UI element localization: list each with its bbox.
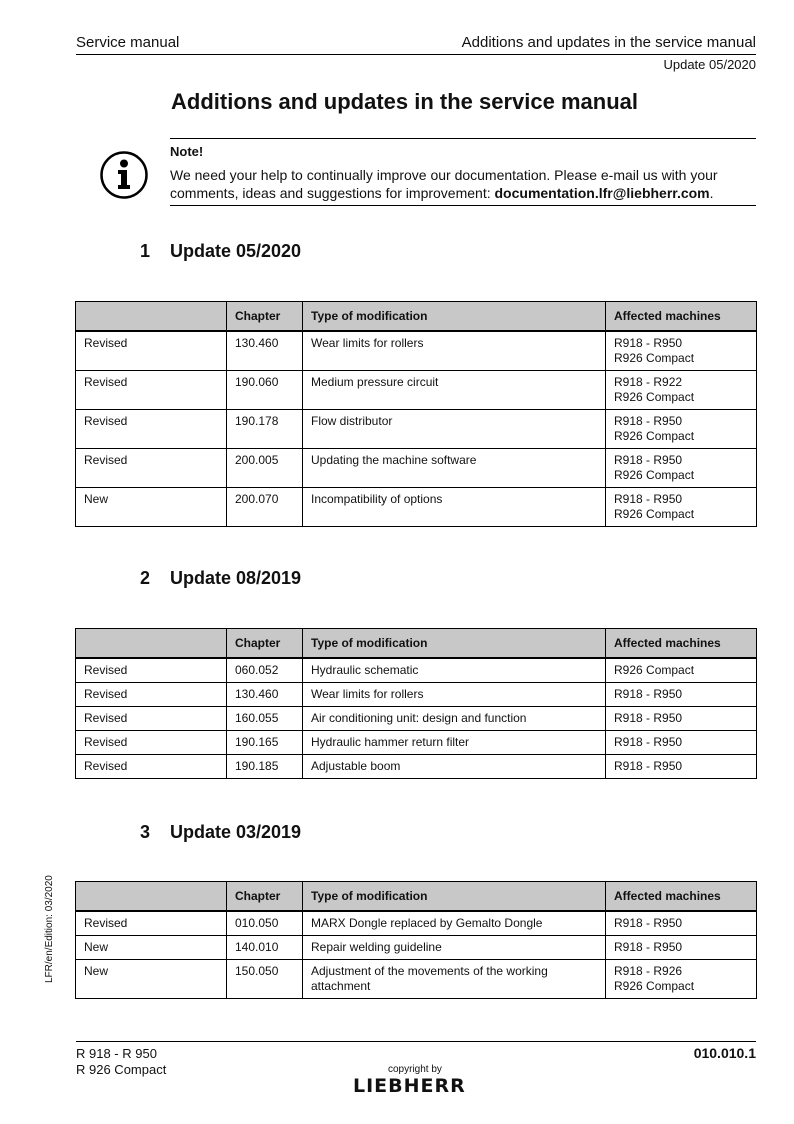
section-number: 3 — [140, 822, 151, 842]
table-cell: R918 - R950 — [606, 683, 757, 707]
column-header: Affected machines — [606, 302, 757, 332]
table-cell: 010.050 — [227, 911, 303, 936]
note-text — [170, 166, 760, 202]
table-cell: R926 Compact — [606, 658, 757, 683]
table-cell: 190.178 — [227, 410, 303, 449]
table-cell: R918 - R950 — [606, 755, 757, 779]
table-row — [76, 911, 757, 936]
brand-logo: LIEBHERR — [353, 1075, 466, 1097]
table-cell: Repair welding guideline — [303, 936, 606, 960]
column-header: Type of modification — [303, 882, 606, 912]
note-end: . — [709, 185, 714, 201]
column-header: Chapter — [227, 882, 303, 912]
table-cell: Incompatibility of options — [303, 488, 606, 527]
table-cell: Wear limits for rollers — [303, 331, 606, 371]
section-title: Update 08/2019 — [170, 568, 302, 588]
table-row — [76, 371, 757, 410]
table-cell: Wear limits for rollers — [303, 683, 606, 707]
table-header-row — [76, 302, 757, 332]
table-cell: 200.070 — [227, 488, 303, 527]
table-cell: Revised — [76, 658, 227, 683]
table-cell: Revised — [76, 911, 227, 936]
table-cell: Revised — [76, 449, 227, 488]
table-cell: MARX Dongle replaced by Gemalto Dongle — [303, 911, 606, 936]
column-header: Chapter — [227, 302, 303, 332]
header-update: Update 05/2020 — [663, 57, 756, 72]
table-cell: Revised — [76, 731, 227, 755]
document-number: 010.010.1 — [693, 1045, 756, 1061]
table-row — [76, 731, 757, 755]
note-label: Note! — [170, 144, 204, 159]
info-icon — [99, 150, 149, 200]
table-cell: 190.165 — [227, 731, 303, 755]
table-cell: Air conditioning unit: design and function — [303, 707, 606, 731]
footer-models — [76, 1046, 166, 1078]
column-header: Affected machines — [606, 629, 757, 659]
table-cell: R918 - R950 — [606, 911, 757, 936]
table-row — [76, 683, 757, 707]
edition-side-text: LFR/en/Edition: 03/2020 — [44, 875, 55, 983]
table-cell: Revised — [76, 331, 227, 371]
table-cell: R918 - R950 — [606, 707, 757, 731]
section-title: Update 05/2020 — [170, 241, 302, 261]
table-cell: R918 - R950 R926 Compact — [606, 449, 757, 488]
table-row — [76, 755, 757, 779]
table-header-row — [76, 882, 757, 912]
table-cell: Adjustable boom — [303, 755, 606, 779]
table-cell: New — [76, 936, 227, 960]
table-row — [76, 936, 757, 960]
table-cell: Revised — [76, 707, 227, 731]
column-header — [76, 882, 227, 912]
table-cell: 160.055 — [227, 707, 303, 731]
table-cell: Revised — [76, 410, 227, 449]
table-cell: Adjustment of the movements of the working attachment — [303, 960, 606, 999]
table-cell: 130.460 — [227, 331, 303, 371]
table-cell: Medium pressure circuit — [303, 371, 606, 410]
table-row — [76, 707, 757, 731]
header-right: Additions and updates in the service manual — [461, 34, 756, 51]
table-cell: R918 - R950 — [606, 936, 757, 960]
table-cell: 190.060 — [227, 371, 303, 410]
column-header: Type of modification — [303, 302, 606, 332]
update-table — [75, 881, 757, 999]
section-number: 2 — [140, 568, 151, 588]
table-row — [76, 488, 757, 527]
table-row — [76, 331, 757, 371]
table-cell: New — [76, 488, 227, 527]
section-title: Update 03/2019 — [170, 822, 302, 842]
table-cell: R918 - R926 R926 Compact — [606, 960, 757, 999]
table-cell: 060.052 — [227, 658, 303, 683]
copyright-text: copyright by — [388, 1064, 442, 1075]
table-row — [76, 449, 757, 488]
note-top-divider — [170, 138, 756, 139]
column-header: Affected machines — [606, 882, 757, 912]
table-cell: R918 - R922 R926 Compact — [606, 371, 757, 410]
table-cell: New — [76, 960, 227, 999]
table-cell: 150.050 — [227, 960, 303, 999]
note-body: We need your help to continually improve our documentation. Please e-mail us with your comments, ideas and suggestions for improvement: — [170, 167, 718, 201]
table-cell: 190.185 — [227, 755, 303, 779]
table-cell: R918 - R950 — [606, 731, 757, 755]
table-cell: 200.005 — [227, 449, 303, 488]
table-row — [76, 410, 757, 449]
footer-model-line: R 918 - R 950 — [76, 1046, 157, 1061]
column-header: Chapter — [227, 629, 303, 659]
page-title: Additions and updates in the service manual — [171, 89, 638, 114]
table-cell: Revised — [76, 371, 227, 410]
table-cell: Flow distributor — [303, 410, 606, 449]
note-email: documentation.lfr@liebherr.com — [494, 185, 710, 201]
table-cell: Hydraulic schematic — [303, 658, 606, 683]
table-cell: R918 - R950 R926 Compact — [606, 410, 757, 449]
table-cell: Updating the machine software — [303, 449, 606, 488]
table-cell: 140.010 — [227, 936, 303, 960]
footer-divider — [76, 1041, 756, 1042]
column-header — [76, 302, 227, 332]
table-row — [76, 658, 757, 683]
update-table — [75, 301, 757, 527]
header-divider — [76, 54, 756, 55]
table-row — [76, 960, 757, 999]
table-header-row — [76, 629, 757, 659]
update-table — [75, 628, 757, 779]
table-cell: 130.460 — [227, 683, 303, 707]
header-left: Service manual — [76, 34, 180, 51]
table-cell: Hydraulic hammer return filter — [303, 731, 606, 755]
table-cell: Revised — [76, 683, 227, 707]
table-cell: Revised — [76, 755, 227, 779]
section-number: 1 — [140, 241, 151, 261]
footer-model-line: R 926 Compact — [76, 1062, 167, 1077]
note-bottom-divider — [170, 205, 756, 206]
table-cell: R918 - R950 R926 Compact — [606, 331, 757, 371]
table-cell: R918 - R950 R926 Compact — [606, 488, 757, 527]
column-header — [76, 629, 227, 659]
column-header: Type of modification — [303, 629, 606, 659]
